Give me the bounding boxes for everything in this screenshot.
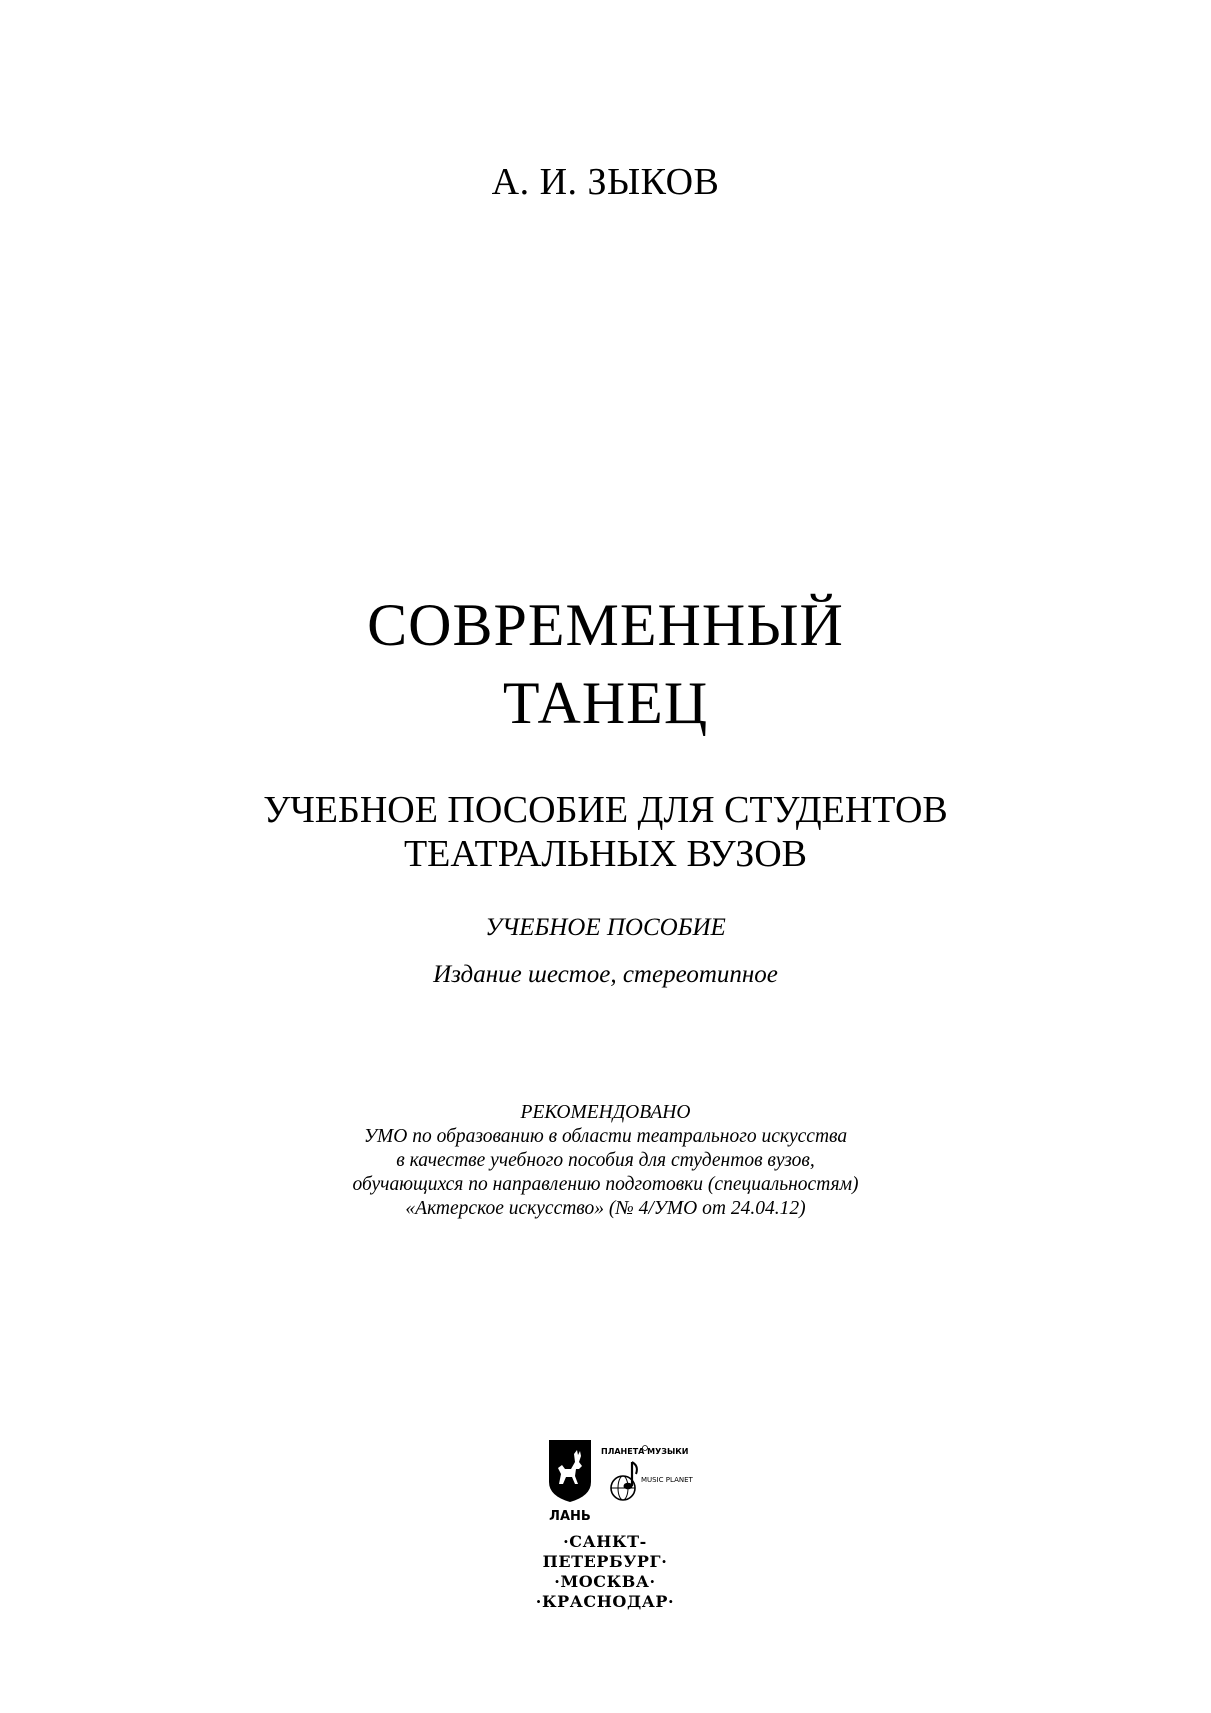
author-name: А. И. ЗЫКОВ xyxy=(491,161,720,203)
lan-logo-wordmark: ЛАНЬ xyxy=(549,1509,591,1524)
book-title-line-1: СОВРЕМЕННЫЙ xyxy=(367,592,844,658)
city-saint-petersburg: ·САНКТ-ПЕТЕРБУРГ· xyxy=(542,1532,668,1571)
publication-kind: УЧЕБНОЕ ПОСОБИЕ xyxy=(485,914,726,941)
planet-logo-text-ru: ПЛАНЕТА МУЗЫКИ xyxy=(601,1447,689,1456)
book-subtitle-line-2: ТЕАТРАЛЬНЫХ ВУЗОВ xyxy=(403,833,808,875)
city-moscow: ·МОСКВА· xyxy=(554,1572,656,1591)
book-subtitle xyxy=(0,788,1211,876)
recommendation-line-1: УМО по образованию в области театрального искусства xyxy=(363,1126,848,1147)
recommendation-line-4: «Актерское искусство» (№ 4/УМО от 24.04.12) xyxy=(405,1198,806,1219)
edition-note: Издание шестое, стереотипное xyxy=(433,961,778,988)
recommendation-block xyxy=(0,1101,1211,1221)
planet-music-logo xyxy=(597,1444,693,1514)
planet-logo-text-en: MUSIC PLANET xyxy=(641,1476,693,1484)
lan-publisher-logo xyxy=(545,1438,595,1526)
city-krasnodar: ·КРАСНОДАР· xyxy=(535,1592,675,1611)
recommendation-line-2: в качестве учебного пособия для студентов вузов, xyxy=(396,1150,815,1171)
recommendation-heading: РЕКОМЕНДОВАНО xyxy=(520,1102,691,1123)
book-title xyxy=(0,586,1211,742)
publisher-block xyxy=(505,1438,705,1611)
book-subtitle-line-1: УЧЕБНОЕ ПОСОБИЕ ДЛЯ СТУДЕНТОВ xyxy=(263,789,948,831)
book-title-line-2: ТАНЕЦ xyxy=(502,670,709,736)
publisher-cities xyxy=(505,1532,705,1612)
recommendation-line-3: обучающихся по направлению подготовки (специальностям) xyxy=(352,1174,859,1195)
